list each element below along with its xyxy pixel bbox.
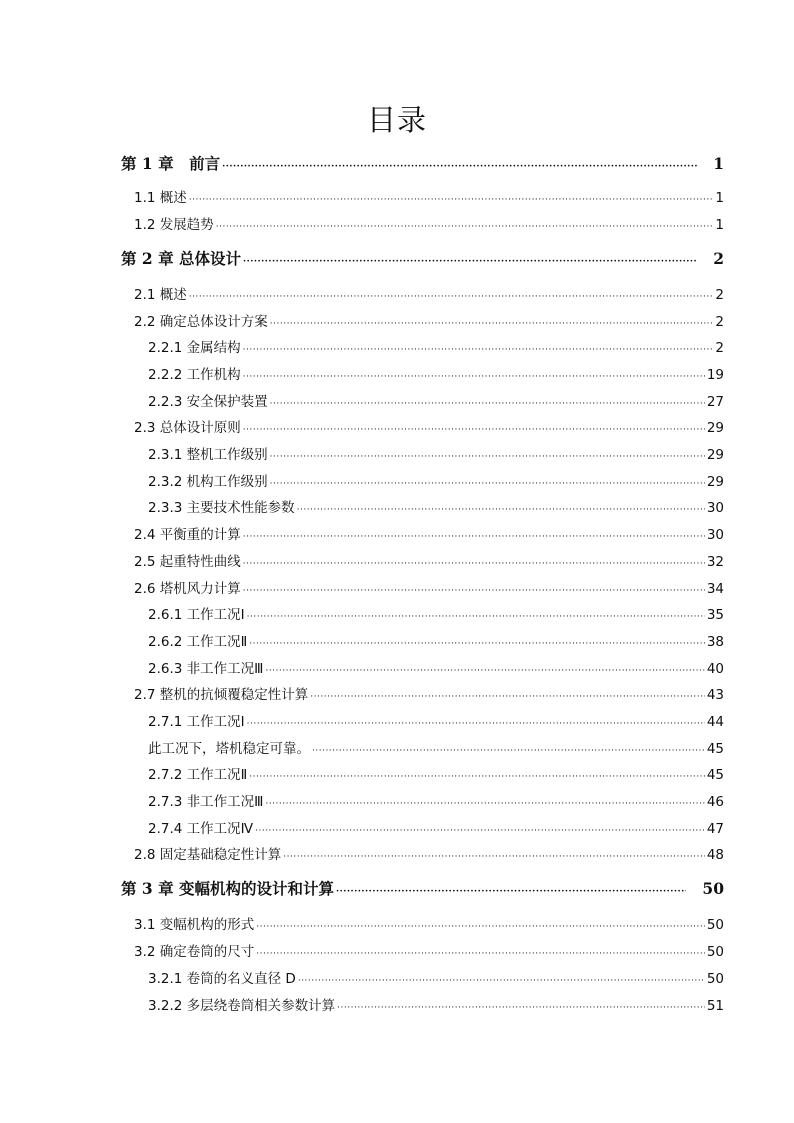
toc-entry-label: 2.7.4 工作工况Ⅳ — [148, 821, 254, 837]
dot-leader — [222, 162, 697, 172]
dot-leader — [189, 195, 714, 205]
toc-entry-label: 此工况下，塔机稳定可靠。 — [148, 741, 310, 757]
dot-leader — [270, 479, 705, 489]
toc-page-number: 1 — [715, 217, 724, 233]
toc-entry-label: 2.6.1 工作工况Ⅰ — [148, 607, 245, 623]
dot-leader — [249, 639, 705, 649]
toc-page-number: 50 — [706, 944, 724, 960]
toc-entry-row[interactable] — [134, 913, 724, 933]
toc-page-number: 47 — [706, 821, 724, 837]
toc-entry-label: 2.3 总体设计原则 — [134, 420, 241, 436]
toc-page-number: 29 — [706, 420, 724, 436]
toc-entry-label: 2.6 塔机风力计算 — [134, 581, 241, 597]
toc-entry-label: 第 3 章 变幅机构的设计和计算 — [121, 879, 334, 898]
toc-entry-label: 3.2.2 多层绕卷筒相关参数计算 — [148, 998, 336, 1014]
toc-entry-row[interactable] — [148, 630, 724, 650]
toc-entry-label: 2.2.2 工作机构 — [148, 367, 241, 383]
toc-entry-row[interactable] — [148, 994, 724, 1014]
toc-page-number: 2 — [715, 340, 724, 356]
toc-entry-row[interactable] — [148, 657, 724, 677]
toc-entry-row[interactable] — [134, 550, 724, 570]
toc-entry-row[interactable] — [134, 186, 724, 206]
toc-entry-label: 2.3.2 机构工作级别 — [148, 474, 268, 490]
dot-leader — [243, 586, 705, 596]
toc-entry-label: 1.1 概述 — [134, 190, 187, 206]
dot-leader — [255, 826, 705, 836]
dot-leader — [270, 452, 705, 462]
toc-entry-label: 2.3.3 主要技术性能参数 — [148, 500, 295, 516]
toc-entry-label: 第 1 章 前言 — [121, 154, 221, 173]
toc-entry-label: 2.6.2 工作工况Ⅱ — [148, 634, 248, 650]
dot-leader — [270, 399, 705, 409]
toc-page-number: 50 — [706, 971, 724, 987]
toc-page-number: 1 — [713, 154, 724, 173]
dot-leader — [298, 976, 705, 986]
dot-leader — [256, 949, 705, 959]
toc-page-number: 30 — [706, 500, 724, 516]
toc-entry-row[interactable] — [148, 496, 724, 516]
dot-leader — [283, 852, 705, 862]
dot-leader — [216, 222, 714, 232]
toc-entry-label: 1.2 发展趋势 — [134, 217, 214, 233]
dot-leader — [243, 372, 705, 382]
toc-chapter-row[interactable] — [121, 877, 724, 899]
toc-entry-label: 3.2.1 卷筒的名义直径 D — [148, 971, 296, 987]
toc-entry-row[interactable] — [134, 523, 724, 543]
toc-page-number: 50 — [702, 879, 724, 898]
dot-leader — [243, 257, 697, 267]
toc-entry-label: 2.6.3 非工作工况Ⅲ — [148, 661, 264, 677]
toc-entry-row[interactable] — [134, 940, 724, 960]
dot-leader — [189, 292, 714, 302]
toc-page-number: 34 — [706, 581, 724, 597]
toc-page-number: 35 — [706, 607, 724, 623]
toc-page-number: 51 — [706, 998, 724, 1014]
dot-leader — [337, 1003, 705, 1013]
toc-page-number: 38 — [706, 634, 724, 650]
toc-entry-label: 第 2 章 总体设计 — [121, 249, 241, 268]
toc-entry-row[interactable] — [148, 390, 724, 410]
dot-leader — [265, 799, 704, 809]
toc-entry-row[interactable] — [134, 283, 724, 303]
dot-leader — [243, 425, 705, 435]
toc-page-number: 44 — [706, 714, 724, 730]
toc-page-number: 27 — [706, 394, 724, 410]
dot-leader — [336, 887, 686, 897]
toc-page-number: 45 — [706, 767, 724, 783]
toc-entry-row[interactable] — [148, 967, 724, 987]
toc-page-number: 29 — [706, 474, 724, 490]
toc-entry-row[interactable] — [148, 710, 724, 730]
toc-entry-label: 2.8 固定基础稳定性计算 — [134, 847, 282, 863]
toc-entry-label: 2.7.2 工作工况Ⅱ — [148, 767, 248, 783]
toc-entry-label: 2.2.1 金属结构 — [148, 340, 241, 356]
dot-leader — [312, 746, 705, 756]
toc-entry-label: 2.3.1 整机工作级别 — [148, 447, 268, 463]
toc-page-number: 46 — [706, 794, 724, 810]
toc-entry-label: 3.2 确定卷筒的尺寸 — [134, 944, 255, 960]
toc-entry-row[interactable] — [134, 310, 724, 330]
toc-entry-label: 2.5 起重特性曲线 — [134, 554, 241, 570]
toc-entry-row[interactable] — [148, 817, 724, 837]
toc-entry-row[interactable] — [134, 213, 724, 233]
dot-leader — [270, 319, 714, 329]
toc-page-number: 45 — [706, 741, 724, 757]
toc-entry-row[interactable] — [148, 363, 724, 383]
toc-entry-row[interactable] — [134, 843, 724, 863]
dot-leader — [243, 532, 705, 542]
toc-chapter-row[interactable] — [121, 152, 724, 174]
toc-page-number: 48 — [706, 847, 724, 863]
dot-leader — [297, 505, 705, 515]
toc-title: 目录 — [366, 103, 427, 137]
toc-entry-label: 3.1 变幅机构的形式 — [134, 917, 255, 933]
toc-entry-row[interactable] — [148, 763, 724, 783]
dot-leader — [247, 719, 705, 729]
dot-leader — [247, 612, 705, 622]
toc-entry-row[interactable] — [134, 683, 724, 703]
toc-page-number: 2 — [715, 287, 724, 303]
dot-leader — [243, 345, 714, 355]
toc-page-number: 32 — [706, 554, 724, 570]
toc-entry-row[interactable] — [148, 443, 724, 463]
dot-leader — [256, 922, 705, 932]
dot-leader — [265, 666, 704, 676]
dot-leader — [249, 772, 705, 782]
toc-entry-label: 2.1 概述 — [134, 287, 187, 303]
toc-entry-label: 2.7.3 非工作工况Ⅲ — [148, 794, 264, 810]
toc-entry-row[interactable] — [148, 336, 724, 356]
toc-entry-label: 2.2 确定总体设计方案 — [134, 314, 268, 330]
toc-entry-label: 2.2.3 安全保护装置 — [148, 394, 268, 410]
dot-leader — [310, 692, 705, 702]
toc-page-number: 2 — [715, 314, 724, 330]
toc-entry-row[interactable] — [148, 470, 724, 490]
toc-page-number: 50 — [706, 917, 724, 933]
toc-entry-label: 2.4 平衡重的计算 — [134, 527, 241, 543]
toc-entry-row[interactable] — [148, 790, 724, 810]
toc-entry-row[interactable] — [134, 577, 724, 597]
toc-page-number: 43 — [706, 687, 724, 703]
toc-entry-label: 2.7.1 工作工况Ⅰ — [148, 714, 245, 730]
dot-leader — [243, 559, 705, 569]
toc-entry-row[interactable] — [148, 737, 724, 757]
toc-entry-row[interactable] — [134, 416, 724, 436]
toc-entry-label: 2.7 整机的抗倾覆稳定性计算 — [134, 687, 309, 703]
toc-page-number: 30 — [706, 527, 724, 543]
toc-page-number: 2 — [713, 249, 724, 268]
toc-page-number: 29 — [706, 447, 724, 463]
toc-page-number: 1 — [715, 190, 724, 206]
toc-page-number: 40 — [706, 661, 724, 677]
toc-chapter-row[interactable] — [121, 247, 724, 269]
toc-page-number: 19 — [706, 367, 724, 383]
toc-entry-row[interactable] — [148, 603, 724, 623]
